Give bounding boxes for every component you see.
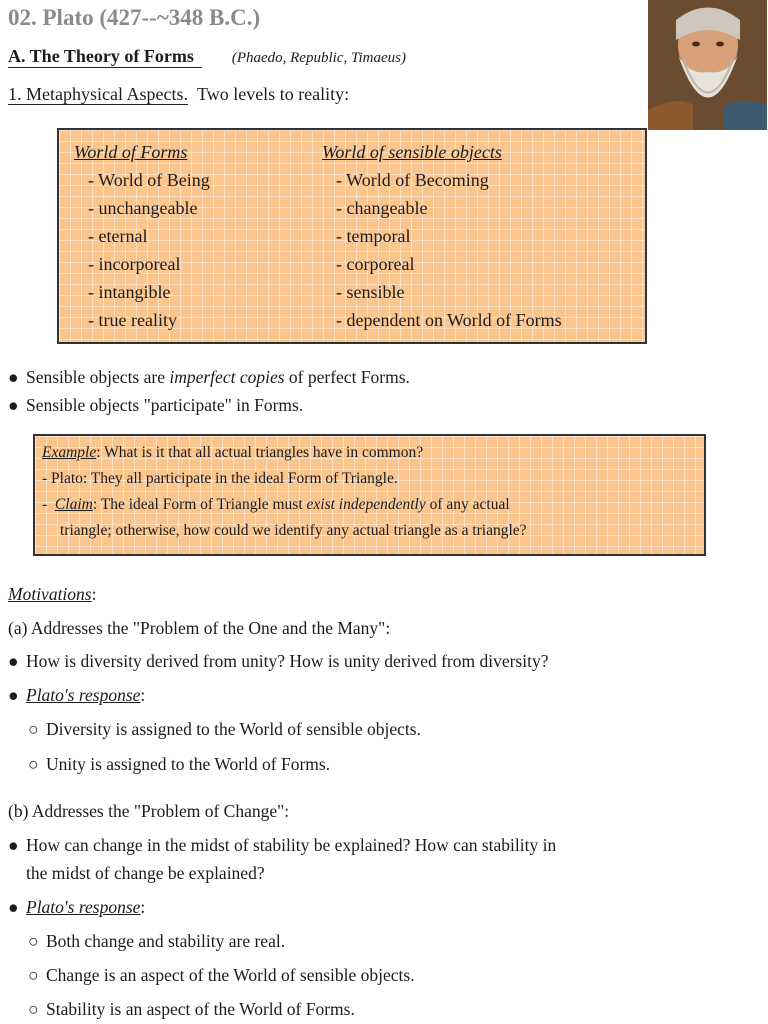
bullet-text: How can change in the midst of stability be explained? How can stability in (26, 835, 557, 855)
forms-item: - intangible (88, 282, 171, 302)
forms-item: - incorporeal (88, 254, 181, 274)
bullet-icon: ● (8, 395, 19, 415)
motivation-b-heading: (b) Addresses the "Problem of Change": (8, 801, 290, 821)
bullet-text: How is diversity derived from unity? How is unity derived from diversity? (26, 651, 549, 671)
bullet-emphasis: imperfect copies (169, 367, 285, 387)
point-1-text: Two levels to reality: (196, 84, 350, 104)
claim-emphasis: exist independently (306, 496, 426, 513)
bullet-text: Sensible objects "participate" in Forms. (26, 395, 304, 415)
bullet-participate (8, 391, 303, 419)
world-of-sensible-heading: World of sensible objects (322, 142, 502, 162)
claim-line: - Claim: The ideal Form of Triangle must exist independently of any actual (42, 496, 510, 513)
example-question (42, 440, 527, 466)
point-1 (8, 84, 349, 105)
circle-bullet-icon: ○ (28, 754, 39, 774)
motivation-a-question (8, 647, 548, 675)
forms-item: - World of Being (88, 170, 210, 190)
point-1-label: 1. Metaphysical Aspects. (8, 84, 188, 104)
plato-portrait (648, 0, 767, 130)
forms-item: - eternal (88, 226, 148, 246)
bullet-icon: ● (8, 897, 19, 917)
bullet-text: of perfect Forms. (284, 367, 410, 387)
motivation-a-response-2 (28, 750, 330, 778)
bullet-text: Stability is an aspect of the World of Forms. (46, 999, 355, 1019)
sensible-item: - World of Becoming (336, 170, 489, 190)
sensible-item: - dependent on World of Forms (336, 310, 562, 330)
motivation-b-response-2 (28, 961, 415, 989)
circle-bullet-icon: ○ (28, 719, 39, 739)
bullet-text: Unity is assigned to the World of Forms. (46, 754, 331, 774)
bullet-icon: ● (8, 367, 19, 387)
sensible-item: - temporal (336, 226, 411, 246)
motivations-heading: Motivations: (8, 584, 97, 604)
claim-label: Claim (54, 496, 93, 513)
circle-bullet-icon: ○ (28, 931, 39, 951)
example-box (33, 434, 706, 556)
motivation-b-response: ● Plato's response: (8, 893, 145, 921)
sensible-item: - corporeal (336, 254, 415, 274)
two-worlds-box (57, 128, 647, 344)
motivation-b-response-1 (28, 927, 285, 955)
bullet-icon: ● (8, 651, 19, 671)
motivation-b-question (8, 831, 556, 859)
motivation-b-response-3 (28, 995, 355, 1023)
works-list: (Phaedo, Republic, Timaeus) (231, 50, 406, 66)
bullet-icon: ● (8, 835, 19, 855)
bullet-imperfect-copies (8, 363, 410, 391)
claim-text: : The ideal Form of Triangle must (92, 496, 307, 513)
bullet-icon: ● (8, 685, 19, 705)
example-text (42, 440, 527, 544)
sensible-item: - changeable (336, 198, 428, 218)
example-label: Example (42, 444, 97, 461)
bullet-text: Both change and stability are real. (46, 931, 286, 951)
circle-bullet-icon: ○ (28, 999, 39, 1019)
motivations-label: Motivations (8, 584, 92, 604)
bullet-text: Diversity is assigned to the World of sensible objects. (46, 719, 421, 739)
section-a-heading (8, 46, 406, 67)
bullet-text: Sensible objects are (26, 367, 170, 387)
forms-item: - unchangeable (88, 198, 198, 218)
sensible-column (322, 138, 562, 334)
portrait-image (648, 0, 767, 130)
claim-line-2: triangle; otherwise, how could we identify any actual triangle as a triangle? (60, 522, 527, 539)
motivation-a-response-1 (28, 715, 421, 743)
sensible-item: - sensible (336, 282, 405, 302)
response-label: Plato's response (26, 685, 141, 705)
response-label: Plato's response (26, 897, 141, 917)
forms-item: - true reality (88, 310, 177, 330)
forms-column (74, 138, 210, 334)
motivation-b-question-cont: the midst of change be explained? (26, 863, 265, 883)
motivation-a-heading: (a) Addresses the "Problem of the One and the Many": (8, 618, 391, 638)
motivation-a-response: ● Plato's response: (8, 681, 145, 709)
theory-of-forms-heading: A. The Theory of Forms (8, 46, 202, 68)
page-title: 02. Plato (427--~348 B.C.) (8, 5, 261, 30)
claim-text: of any actual (425, 496, 510, 513)
world-of-forms-heading: World of Forms (74, 142, 188, 162)
example-question-text: : What is it that all actual triangles have in common? (96, 444, 424, 461)
circle-bullet-icon: ○ (28, 965, 39, 985)
plato-line: - Plato: They all participate in the ideal Form of Triangle. (42, 470, 398, 487)
bullet-text: Change is an aspect of the World of sensible objects. (46, 965, 415, 985)
